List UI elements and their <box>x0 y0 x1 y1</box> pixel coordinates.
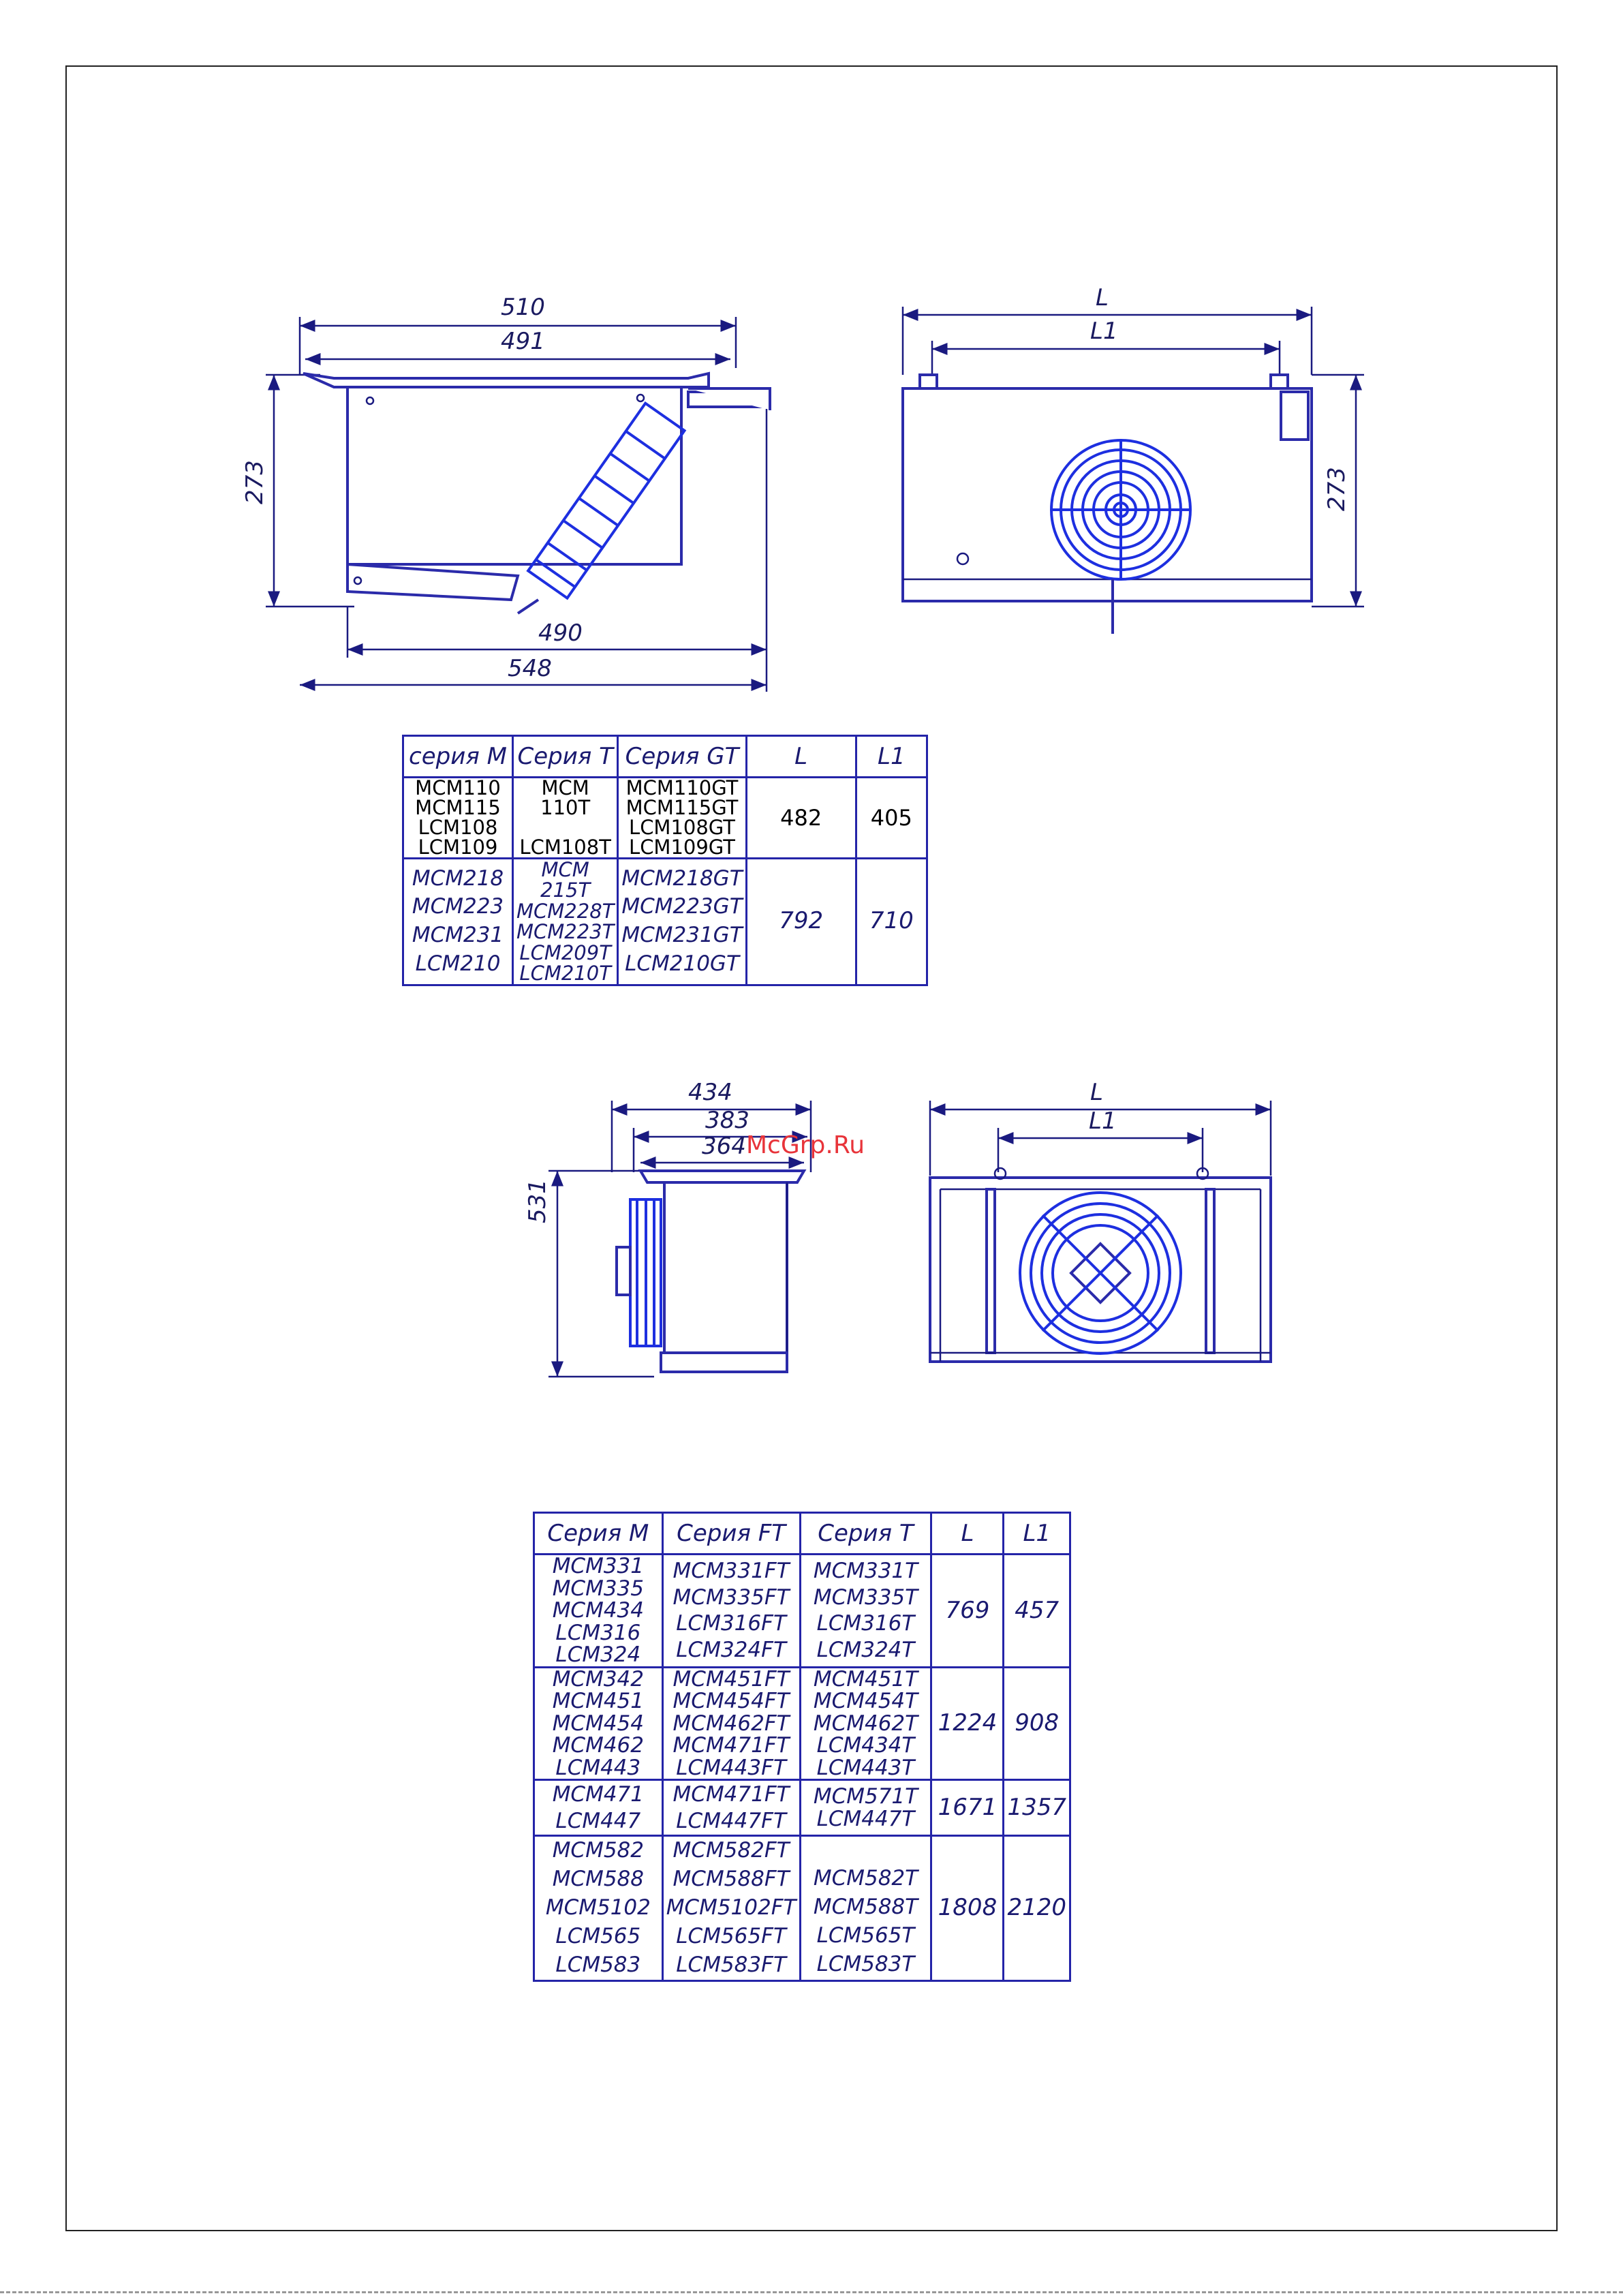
cell-L: 1224 <box>931 1667 1004 1780</box>
dim-434: 434 <box>688 1079 732 1106</box>
cell-t: MCM582T MCM588T LCM565T LCM583T <box>800 1836 931 1980</box>
dim-491: 491 <box>501 328 545 355</box>
dim-L1-top: L1 <box>1090 318 1118 345</box>
table-row <box>403 778 927 859</box>
bottom-side-view <box>524 1079 811 1377</box>
dim-510: 510 <box>501 294 545 321</box>
cell-ft: MCM471FT LCM447FT <box>662 1780 800 1836</box>
cell-m: MCM110 MCM115 LCM108 LCM109 <box>403 778 513 859</box>
table-models-1 <box>402 735 928 986</box>
cell-t: MCM 215T MCM228T MCM223T LCM209T LCM210T <box>513 859 618 985</box>
cell-m: MCM218 MCM223 MCM231 LCM210 <box>403 859 513 985</box>
dim-490: 490 <box>538 619 583 647</box>
cell-t: MCM 110T LCM108T <box>513 778 618 859</box>
th-series-m: Серия М <box>534 1513 663 1555</box>
cell-ft: MCM331FT MCM335FT LCM316FT LCM324FT <box>662 1555 800 1668</box>
cell-gt: MCM218GT MCM223GT MCM231GT LCM210GT <box>618 859 746 985</box>
cell-ft: MCM451FT MCM454FT MCM462FT MCM471FT LCM443FT <box>662 1667 800 1780</box>
table-row <box>534 1780 1070 1836</box>
dim-531: 531 <box>524 1179 551 1223</box>
cell-m: MCM331 MCM335 MCM434 LCM316 LCM324 <box>534 1555 663 1668</box>
table-row <box>534 1836 1070 1980</box>
dim-L1-bottom: L1 <box>1089 1107 1117 1135</box>
watermark-text: McGrp.Ru <box>746 1131 865 1159</box>
dim-L-bottom: L <box>1090 1079 1103 1106</box>
dim-364: 364 <box>702 1133 746 1160</box>
cell-t: MCM451T MCM454T MCM462T LCM434T LCM443T <box>800 1667 931 1780</box>
cell-gt: MCM110GT MCM115GT LCM108GT LCM109GT <box>618 778 746 859</box>
cell-L1: 405 <box>856 778 927 859</box>
cell-L: 792 <box>746 859 856 985</box>
dim-273-side: 273 <box>241 460 268 504</box>
cell-L1: 710 <box>856 859 927 985</box>
table-header-row <box>534 1513 1070 1555</box>
table-row <box>534 1555 1070 1668</box>
cell-L1: 908 <box>1004 1667 1070 1780</box>
cell-L1: 457 <box>1004 1555 1070 1668</box>
table-row <box>403 859 927 985</box>
cell-m: MCM582 MCM588 MCM5102 LCM565 LCM583 <box>534 1836 663 1980</box>
cell-t: MCM571T LCM447T <box>800 1780 931 1836</box>
dim-L-top: L <box>1096 284 1109 311</box>
cell-m: MCM471 LCM447 <box>534 1780 663 1836</box>
th-L: L <box>931 1513 1004 1555</box>
th-L1: L1 <box>856 736 927 778</box>
dim-383: 383 <box>705 1107 749 1134</box>
dim-273-front: 273 <box>1323 467 1350 511</box>
cell-L1: 2120 <box>1004 1836 1070 1980</box>
cell-L: 482 <box>746 778 856 859</box>
cell-ft: MCM582FT MCM588FT MCM5102FT LCM565FT LCM583FT <box>662 1836 800 1980</box>
table-row <box>534 1667 1070 1780</box>
cell-t: MCM331T MCM335T LCM316T LCM324T <box>800 1555 931 1668</box>
cell-L: 1808 <box>931 1836 1004 1980</box>
bottom-front-view <box>930 1079 1271 1362</box>
th-series-t: Серия Т <box>513 736 618 778</box>
th-series-m: серия М <box>403 736 513 778</box>
top-side-view <box>241 294 770 692</box>
cell-L1: 1357 <box>1004 1780 1070 1836</box>
th-series-gt: Серия GT <box>618 736 746 778</box>
table-header-row <box>403 736 927 778</box>
th-L1: L1 <box>1004 1513 1070 1555</box>
cell-L: 1671 <box>931 1780 1004 1836</box>
cell-m: MCM342 MCM451 MCM454 MCM462 LCM443 <box>534 1667 663 1780</box>
cell-L: 769 <box>931 1555 1004 1668</box>
th-series-ft: Серия FT <box>662 1513 800 1555</box>
th-L: L <box>746 736 856 778</box>
table-models-2 <box>533 1512 1071 1982</box>
top-front-view <box>903 284 1364 634</box>
dim-548: 548 <box>508 655 552 682</box>
th-series-t: Серия Т <box>800 1513 931 1555</box>
